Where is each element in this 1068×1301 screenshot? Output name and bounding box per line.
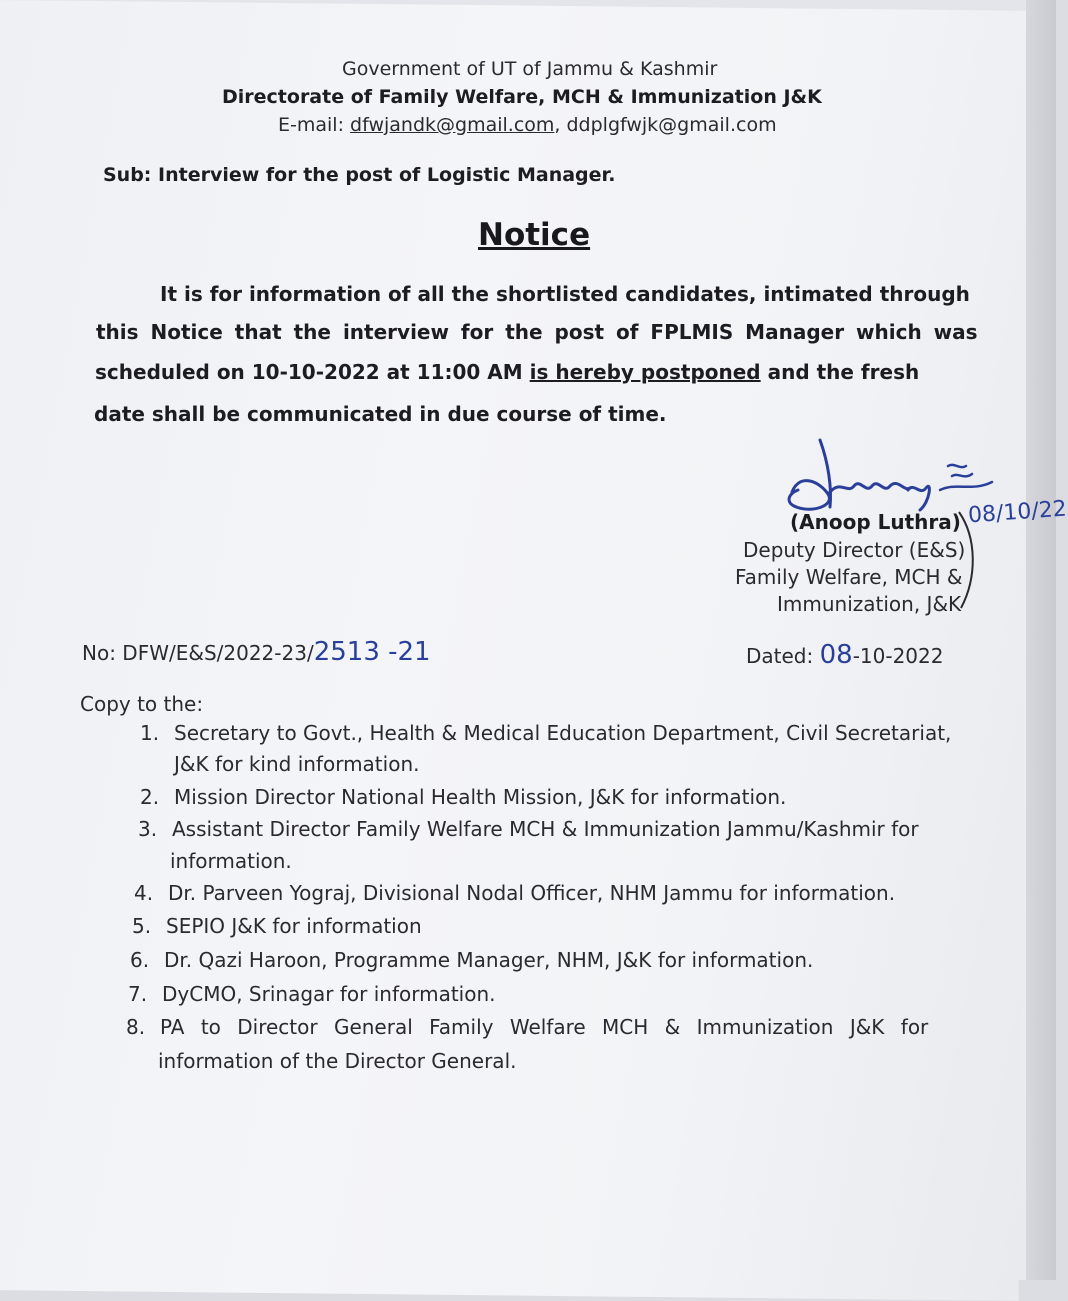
directorate-line: Directorate of Family Welfare, MCH & Immunization J&K	[222, 86, 822, 108]
email-label: E-mail:	[278, 114, 344, 136]
email-line	[278, 114, 777, 136]
signatory-department-1: Family Welfare, MCH &	[735, 565, 963, 589]
dated-label: Dated:	[746, 644, 814, 668]
copy-item-number: 6.	[130, 948, 150, 972]
dated-handwritten: 08	[819, 640, 853, 670]
copy-item-number: 4.	[134, 881, 154, 905]
copy-item-text: Dr. Qazi Haroon, Programme Manager, NHM, J&K for information.	[164, 948, 814, 972]
copy-item-number: 5.	[132, 914, 152, 938]
copy-item-text-cont: information.	[170, 849, 292, 873]
copy-to-heading: Copy to the:	[80, 692, 204, 716]
copy-item-text-cont: information of the Director General.	[158, 1049, 517, 1073]
copy-item-text: Dr. Parveen Yograj, Divisional Nodal Officer, NHM Jammu for information.	[168, 881, 896, 905]
subject-line: Sub: Interview for the post of Logistic Manager.	[103, 164, 616, 186]
body-line-4: date shall be communicated in due course of time.	[94, 402, 667, 426]
signatory-name: (Anoop Luthra)	[790, 510, 961, 534]
body-line-2: this Notice that the interview for the post of FPLMIS Manager which was	[96, 320, 978, 344]
copy-item-text: Assistant Director Family Welfare MCH & Immunization Jammu/Kashmir for	[172, 817, 919, 841]
signatory-department-2: Immunization, J&K	[777, 592, 962, 616]
body-line-3	[95, 360, 919, 384]
government-line: Government of UT of Jammu & Kashmir	[342, 58, 718, 80]
copy-item-number: 3.	[138, 817, 158, 841]
copy-item-number: 8.	[126, 1015, 146, 1039]
signature-date: 08/10/22	[967, 496, 1068, 529]
copy-item-number: 1.	[140, 721, 160, 745]
body-line-3-start: scheduled on 10-10-2022 at 11:00 AM	[95, 360, 523, 384]
notice-title: Notice	[478, 217, 591, 253]
signatory-designation: Deputy Director (E&S)	[743, 538, 966, 562]
email-primary-link[interactable]: dfwjandk@gmail.com	[350, 114, 555, 136]
dated-suffix: -10-2022	[852, 644, 944, 668]
body-line-3-end: and the fresh	[767, 360, 920, 384]
copy-item-text: Mission Director National Health Mission, J&K for information.	[174, 785, 787, 809]
dated-line	[746, 640, 943, 670]
reference-prefix: No: DFW/E&S/2022-23/	[82, 641, 314, 665]
copy-item-text: SEPIO J&K for information	[166, 914, 422, 938]
postponed-emphasis: is hereby postponed	[529, 360, 761, 384]
copy-item-text: Secretary to Govt., Health & Medical Education Department, Civil Secretariat,	[174, 721, 952, 745]
copy-item-text: PA to Director General Family Welfare MCH & Immunization J&K for	[160, 1015, 929, 1039]
reference-number	[82, 637, 431, 667]
copy-item-text: DyCMO, Srinagar for information.	[162, 982, 496, 1006]
body-line-1: It is for information of all the shortlisted candidates, intimated through	[160, 282, 970, 306]
copy-item-number: 7.	[128, 982, 148, 1006]
bracket-mark	[955, 508, 983, 612]
email-secondary: , ddplgfwjk@gmail.com	[554, 114, 777, 136]
reference-handwritten: 2513 -21	[313, 637, 431, 667]
copy-item-text-cont: J&K for kind information.	[174, 752, 420, 776]
copy-item-number: 2.	[140, 785, 160, 809]
